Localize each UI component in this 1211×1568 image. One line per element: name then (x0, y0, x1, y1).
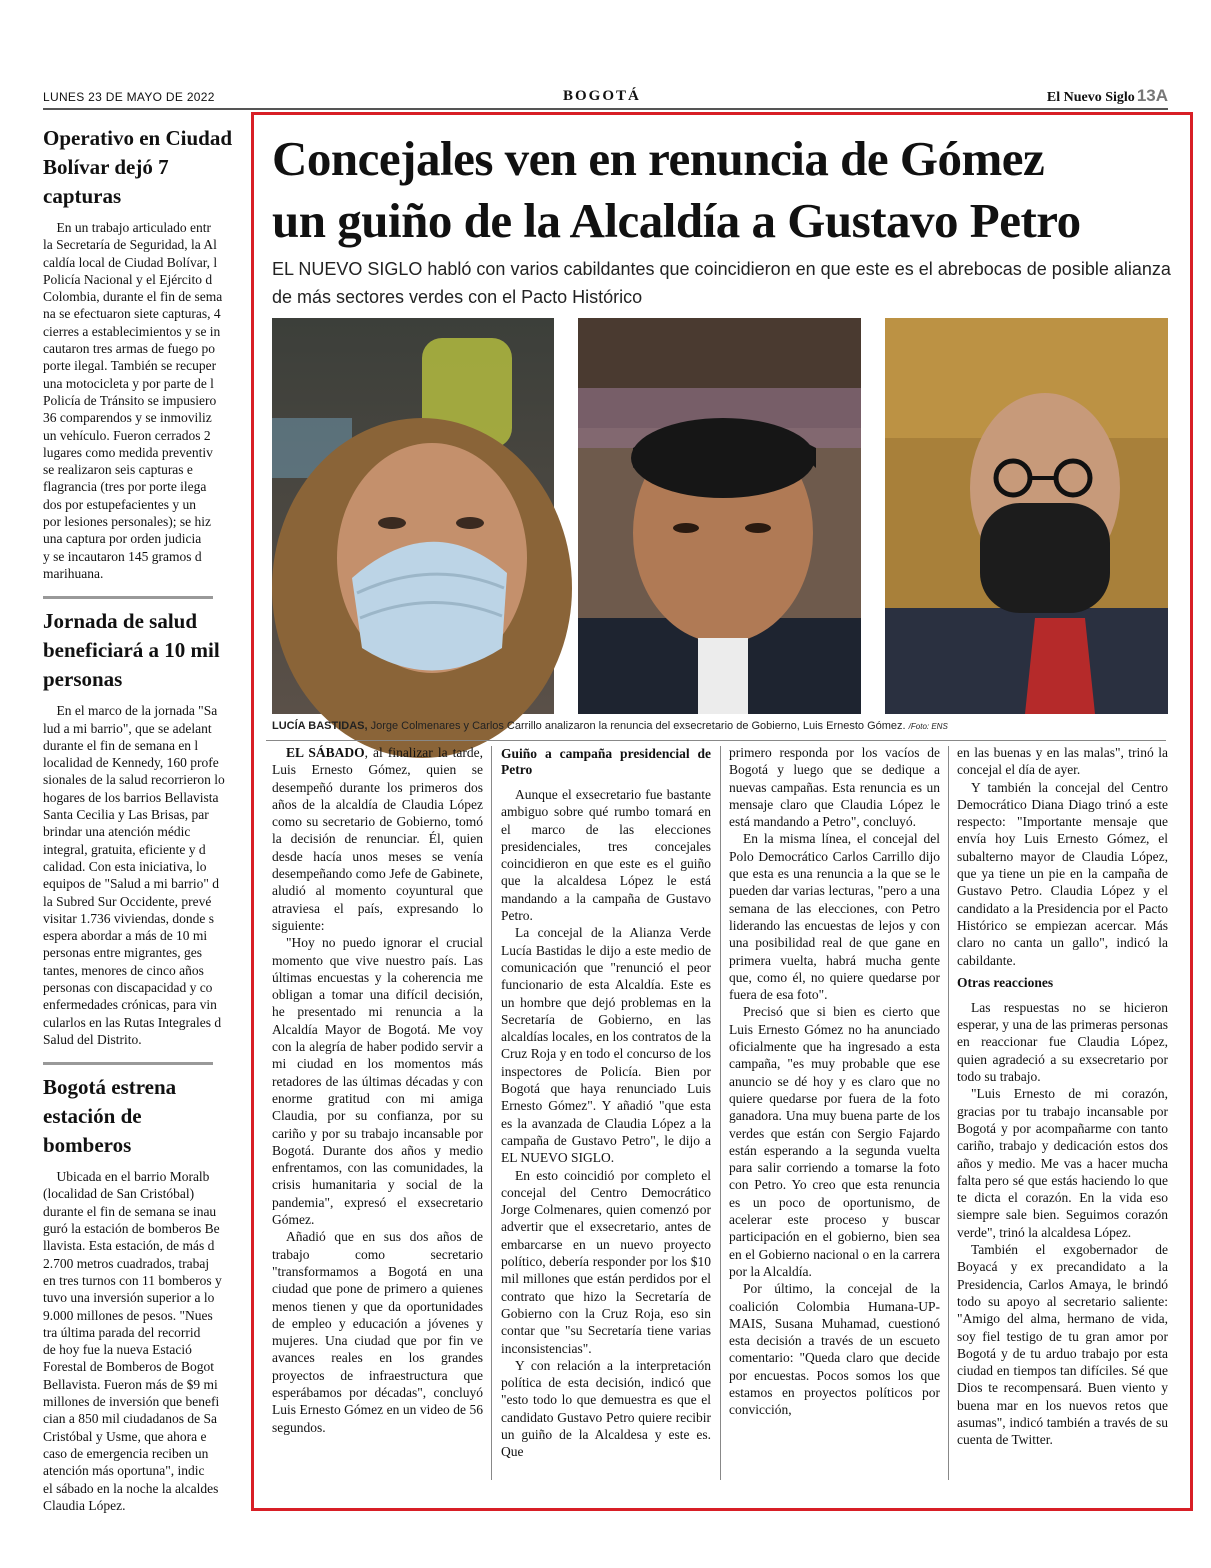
brief-3-body: Ubicada en el barrio Moralb (localidad de San Cristóbal) durante el fin de semana se inau guró la estación de bomberos Be llavista. Esta estación, de más d 2.700 metros cuadrados, trabaj en tres turnos con 11 bomberos y tuvo una inversión superior a lo 9.000 millones de pesos. "Nues tra última parada del recorrid de hoy fue la nueva Estació Forestal de Bomberos de Bogot Bellavista. Fueron más de $9 mi millones de inversión que benefi cian a 850 mil ciudadanos de Sa Cristóbal y Usme, que ahora e caso de emergencia reciben un atención más oportuna", indic el sábado en la noche la alcaldes Claudia López. (43, 1169, 222, 1513)
headline-line-1: Concejales ven en renuncia de Gómez (272, 131, 1045, 186)
photo-3-image (885, 318, 1168, 714)
article-paragraph: Por último, la concejal de la coalición Colombia Humana-UP-MAIS, Susana Muhamad, cuestionó esta decisión a través de un escueto comentario: "Queda claro que decide por encuestas. Pocos somos los que estamos en proyectos políticos por convicción, (729, 1281, 940, 1418)
article-column-4 (957, 744, 1168, 1489)
brief-2-title: Jornada de salud beneficiará a 10 mil personas (43, 609, 220, 692)
article-paragraph: Añadió que en sus dos años de trabajo como secretario "transformamos a Bogotá en una ciudad que pone de primero a quienes menos tienen y que da oportunidades de empleo y educación a jóvenes y mujeres. Una ciudad que por fin ve avances reales en los grandes proyectos de infraestructura que esperábamos por décadas", concluyó Luis Ernesto Gómez en un video de 56 segundos. (272, 1229, 483, 1435)
photo-carlos-carrillo (885, 318, 1168, 714)
photo-lucia-bastidas (272, 318, 554, 714)
caption-rule (266, 740, 1166, 741)
article-paragraph: En la misma línea, el concejal del Polo Democrático Carlos Carrillo dijo que esta es una renuncia a la que se le pueden dar varias lecturas, "pero a una semana de las elecciones, con Petro liderando las encuestas de lejos y con una posibilidad real de que gane en primera vuelta, habrá mucha gente que, como él, no quiere quedarse por fuera de esa foto". (729, 831, 940, 1003)
subhead-guino: Guiño a campaña presidencial de Petro (501, 746, 711, 777)
article-paragraph: Y también la concejal del Centro Democrático Diana Diago trinó a este respecto: "Importante mensaje que envía hoy Luis Ernesto Gómez, el subalterno mayor de Claudia López, que ya tiene un pie en la campaña de Gustavo Petro. Claudia López y el candidato a la Presidencia por el Pacto Histórico se empiezan acercar. Más claro no canta un gallo", indicó la cabildante. (957, 779, 1168, 968)
brief-divider (43, 596, 213, 599)
column-rule (948, 746, 949, 1480)
brief-1-body: En un trabajo articulado entr la Secretaría de Seguridad, la Al caldía local de Ciudad Bolívar, l Policía Nacional y el Ejército d Colombia, durante el fin de sema na se efectuaron siete capturas, 4 cierres a establecimientos y se in cautaron tres armas de fuego po porte ilegal. También se recuper una motocicleta y por parte de l Policía de Tránsito se impusiero 36 comparendos y se inmoviliz un vehículo. Fueron cerrados 2 lugares como medida preventiv se realizaron seis capturas e flagrancia (tres por porte ilega dos por estupefacientes y un por lesiones personales); se hiz una captura por orden judicia y se incautaron 145 gramos d marihuana. (43, 220, 223, 581)
section-name: BOGOTÁ (563, 88, 641, 104)
article-lead: EL SÁBADO (286, 745, 365, 760)
article-paragraph: También el exgobernador de Boyacá y ex precandidato a la Presidencia, Carlos Amaya, le brindó todo su apoyo al secretario saliente: "Amigo del alma, hermano de vida, soy fiel testigo de tu gran amor por Bogotá y de tu arduo trabajo por esta ciudad en tiempos tan difíciles. Sé que Dios te recompensará. Buen viento y buena mar en los nuevos retos que asumas", indicó también a través de su cuenta de Twitter. (957, 1242, 1168, 1448)
article-paragraph (272, 744, 483, 934)
brief-divider (43, 1062, 213, 1065)
article-paragraph: en las buenas y en las malas", trinó la concejal el día de ayer. (957, 745, 1168, 778)
brief-3-title: Bogotá estrena estación de bomberos (43, 1075, 177, 1158)
issue-date: LUNES 23 DE MAYO DE 2022 (43, 90, 215, 104)
article-paragraph: Y con relación a la interpretación política de esta decisión, indicó que "esto todo lo que demuestra es que el candidato Gustavo Petro quiere recibir un guiño de la Alcaldesa y este es. Que (501, 1357, 711, 1460)
photo-caption (272, 720, 948, 732)
article-column-1 (272, 744, 483, 1489)
photo-jorge-colmenares (578, 318, 861, 714)
headline (272, 128, 1081, 252)
article-paragraph: "Luis Ernesto de mi corazón, gracias por tu trabajo incansable por Bogotá y por acompañarme con tanto cariño, trabajo y dedicación estos dos años y medio. Me vas a hacer mucha falta pero sé que estás haciendo lo que te dicta el corazón. En la vida eso siempre sale bien. Seguimos corazón verde", trinó la alcaldesa López. (957, 1086, 1168, 1240)
article-paragraph: Las respuestas no se hicieron esperar, y una de las primeras personas en reaccionar fue Claudia López, quien agradeció a su exsecretario por todo su trabajo. (957, 999, 1168, 1085)
article-paragraph: Aunque el exsecretario fue bastante ambiguo sobre qué rumbo tomará en el marco de las elecciones presidenciales, tres concejales coincidieron en que este es el guiño que la alcaldesa López le está mandando a la campaña de Gustavo Petro. (501, 787, 711, 924)
article-column-3 (729, 744, 940, 1489)
caption-name: LUCÍA BASTIDAS, (272, 720, 368, 732)
article-lead-text: , al finalizar la tarde, Luis Ernesto Gómez, quien se desempeñó durante los primeros dos años de la alcaldía de Claudia López como su secretario de Gobierno, tomó la decisión de renunciar. Él, quien desde hacía unos meses se venía desempeñando como Jefe de Gabinete, aludió al momento coyuntural que atraviesa el país, expresando lo siguiente: (272, 745, 484, 933)
newspaper-brand (1047, 86, 1168, 106)
article-paragraph: Precisó que si bien es cierto que Luis Ernesto Gómez no ha anunciado oficialmente que ha ingresado a esta campaña, "es muy probable que ese anuncio se dé hoy y es claro que no quiere quedarse por fuera de la foto ganadora. Una muy buena parte de los verdes que están con Sergio Fajardo están esperando a la segunda vuelta para salir corriendo a tomarse la foto con Petro. Yo creo que esta renuncia es un poco de oportunismo, de acelerar este proceso y buscar participación en el gobierno, bien sea en el Gobierno nacional o en la carrera por la Alcaldía. (729, 1004, 940, 1279)
article-paragraph: La concejal de la Alianza Verde Lucía Bastidas le dijo a este medio de comunicación que "renunció el peor funcionario de esta Alcaldía. Este es un hombre que dejó problemas en la Secretaría de Gobierno, en las alcaldías locales, en los contratos de la Cruz Roja y en todo el concurso de los inspectores de Policía. Bien por Bogotá que haya renunciado Luis Ernesto Gómez". Y añadió "que esta es la avanzada de Claudia López a la campaña de Gustavo Petro", le dijo a EL NUEVO SIGLO. (501, 925, 711, 1166)
article-column-2 (501, 744, 711, 1489)
page-header (43, 88, 1168, 110)
brand-name: El Nuevo Siglo (1046, 90, 1135, 105)
article-paragraph: primero responda por los vacíos de Bogotá y luego que se dedique a nuevas campañas. Esta renuncia es un mensaje claro que Claudia López le está mandando a Petro", concluyó. (729, 745, 940, 830)
brief-2-body: En el marco de la jornada "Sa lud a mi barrio", que se adelant durante el fin de semana en l localidad de Kennedy, 160 profe sionales de la salud recorrieron lo hogares de los barrios Bellavista Santa Cecilia y Las Brisas, par brindar una atención médic integral, gratuita, eficiente y d calidad. Con esta iniciativa, lo equipos de "Salud a mi barrio" d la Subred Sur Occidente, prevé visitar 1.736 viviendas, donde s espera abordar a más de 10 mi personas entre migrantes, ges tantes, menores de cinco años personas con discapacidad y co enfermedades crónicas, para vin cularlos en las Rutas Integrales d Salud del Distrito. (43, 703, 225, 1047)
page-number: 13A (1136, 86, 1168, 105)
subhead-otras-reacciones: Otras reacciones (957, 974, 1054, 990)
photo-1-image (272, 318, 554, 714)
column-rule (720, 746, 721, 1480)
caption-text: Jorge Colmenares y Carlos Carrillo analizaron la renuncia del exsecretario de Gobierno, Luis Ernesto Gómez. (367, 720, 906, 732)
subheadline: EL NUEVO SIGLO habló con varios cabildantes que coincidieron en que este es el abrebocas de posible alianza de más sectores verdes con el Pacto Histórico (272, 259, 1171, 307)
column-rule (491, 746, 492, 1480)
article-paragraph: En esto coincidió por completo el concejal del Centro Democrático Jorge Colmenares, quien comenzó por advertir que el exsecretario, antes de embarcarse en un nuevo proyecto político, debería responder por los $10 mil millones que están perdidos por el contrato que hizo la Secretaría de Gobierno con la Cruz Roja, eso sin contar que "su Secretaría tiene varias inconsistencias". (501, 1167, 711, 1356)
brief-1-title: Operativo en Ciudad Bolívar dejó 7 capturas (43, 126, 233, 208)
briefs-column (43, 124, 248, 1513)
photo-credit: /Foto: ENS (908, 722, 948, 731)
headline-line-2: un guiño de la Alcaldía a Gustavo Petro (272, 193, 1081, 248)
photo-2-image (578, 318, 861, 714)
article-paragraph: "Hoy no puedo ignorar el crucial momento que vive nuestro país. Las últimas encuestas y la coherencia me obligan a tomar una difícil decisión, he presentado mi renuncia a la Alcaldía Mayor de Bogotá. Me voy con la alegría de haber podido servir a mi ciudad en los momentos más retadores de las últimas décadas y con enorme gratitud con mi amiga Claudia, por su confianza, por su cariño y por su trabajo incansable por Bogotá. Durante dos años y medio enfrentamos, con las comunidades, la crisis humanitaria y social de la pandemia", expresó el exsecretario Gómez. (272, 935, 483, 1228)
